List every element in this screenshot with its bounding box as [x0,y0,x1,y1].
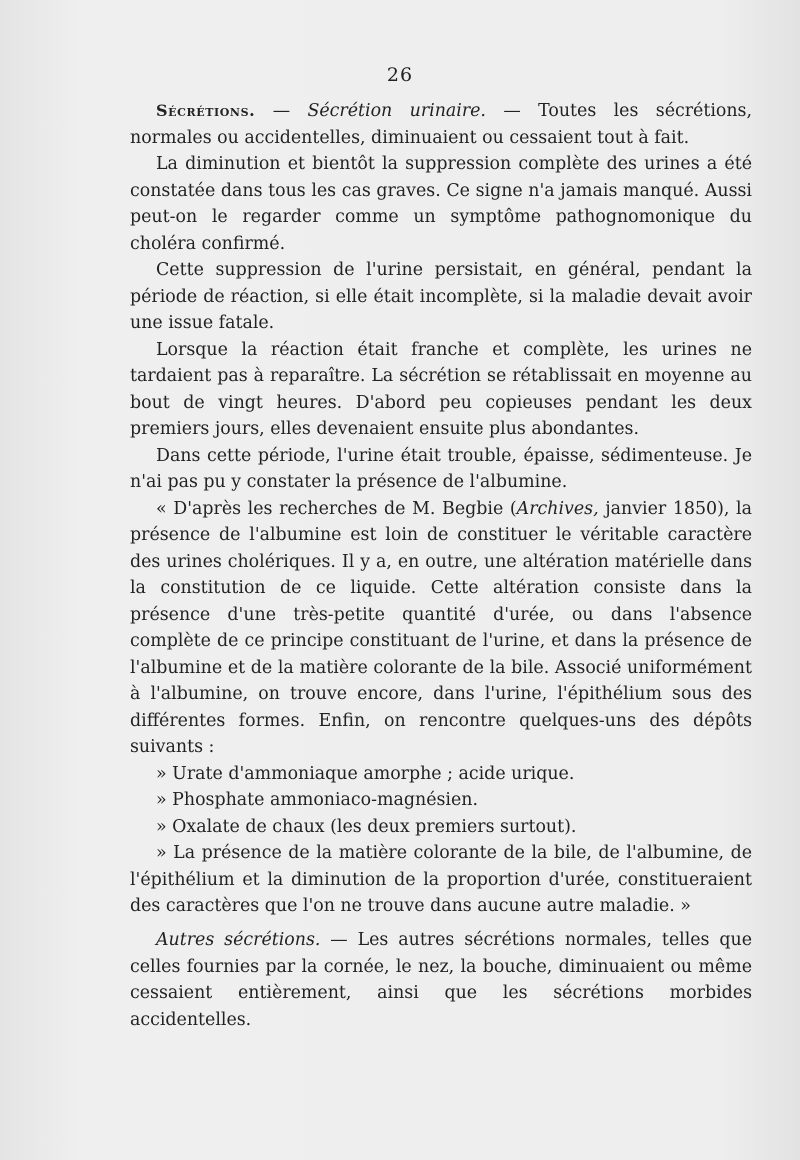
deposit-list-item: » Oxalate de chaux (les deux premiers surtout). [156,816,577,837]
deposit-list-item: » Urate d'ammoniaque amorphe ; acide urique. [156,763,575,784]
paragraph-period: Dans cette période, l'urine était trouble, épaisse, sédimenteuse. Je n'ai pas pu y constater la présence de l'albumine. [130,445,752,492]
other-secretions-title: Autres sécrétions. [156,930,321,950]
page-number: 26 [386,64,414,86]
quote-source: Archives, [516,498,599,519]
main-text-block [130,98,752,920]
quote-conclusion: » La présence de la matière colorante de la bile, de l'albumine, de l'épithélium et la diminution de la proportion d'urée, constitueraient des caractères que l'on ne trouve dans aucune autre maladie. » [130,843,752,916]
paragraph-persistence: Cette suppression de l'urine persistait, en général, pendant la période de réaction, si elle était incomplète, si la maladie devait avoir une issue fatale. [130,260,752,333]
quote-paragraph: « D'après les recherches de M. Begbie (Archives, janvier 1850), la présence de l'albumine est loin de constituer le véritable caractère des urines cholériques. Il y a, en outre, une altération matérielle dans la constitution de ce liquide. Cette altération consiste dans la présence d'une très-petite quantité d'urée, ou dans l'absence complète de ce principe constituant de l'urine, et dans la présence de l'albumine et de la matière colorante de la bile. Associé uniformément à l'albumine, on trouve encore, dans l'urine, l'épithélium sous des différentes formes. Enfin, on rencontre quelques-uns des dépôts suivants : [130,498,752,757]
subsection-title: Sécrétion urinaire. [307,101,486,121]
other-secretions-paragraph: Autres sécrétions. — Les autres sécrétions normales, telles que celles fournies par la cornée, le nez, la bouche, diminuaient ou même cessaient entièrement, ainsi que les sécrétions morbides accidentelles. [130,930,753,1030]
deposit-list-item: » Phosphate ammoniaco-magnésien. [156,790,478,810]
section-label: Sécrétions. [156,101,256,120]
paragraph-suppression: La diminution et bientôt la suppression complète des urines a été constatée dans tous les cas graves. Ce signe n'a jamais manqué. Aussi peut-on le regarder comme un symptôme pathognomonique du choléra confirmé. [130,154,752,254]
other-secretions-block [130,927,752,1033]
lead-text: Toutes les sécrétions, normales ou accidentelles, diminuaient ou cessaient tout à fait. [130,101,753,148]
other-secretions-text: Les autres sécrétions normales, telles que celles fournies par la cornée, le nez, la bouche, diminuaient ou même cessaient entièrement, ainsi que les sécrétions morbides accidentelles. [130,930,753,1030]
secretions-intro-paragraph: Sécrétions. — Sécrétion urinaire. — Toutes les sécrétions, normales ou accidentelles, diminuaient ou cessaient tout à fait. [130,101,753,148]
paragraph-reaction: Lorsque la réaction était franche et complète, les urines ne tardaient pas à reparaître. La sécrétion se rétablissait en moyenne au bout de vingt heures. D'abord peu copieuses pendant les deux premiers jours, elles devenaient ensuite plus abondantes. [130,339,752,439]
